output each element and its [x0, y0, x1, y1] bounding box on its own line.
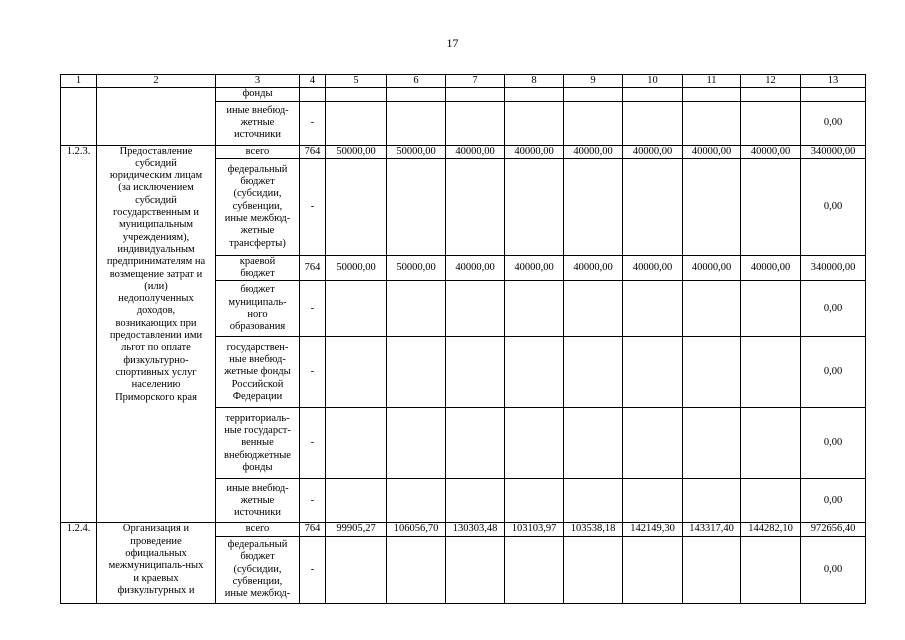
- value-cell: [387, 536, 446, 603]
- value-cell: [623, 281, 683, 337]
- value-cell: [505, 479, 564, 523]
- header-cell: 7: [446, 75, 505, 88]
- value-cell: 40000,00: [741, 145, 801, 158]
- cell-line: венные: [241, 437, 274, 449]
- value-cell: [564, 337, 623, 408]
- cell-line: субсидий: [135, 157, 177, 169]
- header-cell: 9: [564, 75, 623, 88]
- value-cell: [446, 479, 505, 523]
- cell-line: (субсидии,: [233, 563, 282, 575]
- table-row: [61, 88, 866, 101]
- cell-line: территориаль-: [225, 412, 290, 424]
- cell-line: фонды: [242, 461, 273, 473]
- cell-line: (за исключением: [118, 182, 194, 194]
- header-cell: 13: [801, 75, 866, 88]
- value-cell: [387, 337, 446, 408]
- value-cell: [505, 101, 564, 145]
- source-cell: [216, 281, 300, 337]
- cell-line: населению: [131, 379, 181, 391]
- value-cell: [446, 101, 505, 145]
- code-cell: -: [300, 337, 326, 408]
- item-name-cell: [97, 523, 216, 603]
- cell-line: и краевых: [133, 572, 179, 584]
- cell-line: государствен-: [226, 341, 289, 353]
- value-cell: [623, 101, 683, 145]
- value-cell: [623, 158, 683, 255]
- cell-line: Предоставление: [119, 145, 193, 157]
- value-cell: [683, 88, 741, 101]
- value-cell: [683, 536, 741, 603]
- cell-line: Российской: [231, 378, 284, 390]
- cell-line: Приморского края: [115, 391, 197, 403]
- value-cell: [683, 101, 741, 145]
- value-cell: 40000,00: [446, 255, 505, 281]
- value-cell: 103538,18: [564, 523, 623, 536]
- value-cell: [564, 479, 623, 523]
- cell-line: Федерации: [232, 390, 283, 402]
- value-cell: 40000,00: [505, 145, 564, 158]
- value-cell: [623, 88, 683, 101]
- value-cell: 50000,00: [387, 255, 446, 281]
- header-row: [61, 75, 866, 88]
- item-name-cell: [97, 88, 216, 145]
- value-cell: [683, 337, 741, 408]
- cell-line: жетные: [240, 494, 275, 506]
- code-cell: -: [300, 479, 326, 523]
- value-cell: [326, 536, 387, 603]
- header-cell: 2: [97, 75, 216, 88]
- value-cell: 40000,00: [683, 255, 741, 281]
- value-cell: [741, 408, 801, 479]
- code-cell: -: [300, 408, 326, 479]
- header-cell: 1: [61, 75, 97, 88]
- header-cell: 11: [683, 75, 741, 88]
- value-cell: [505, 337, 564, 408]
- value-cell: 103103,97: [505, 523, 564, 536]
- source-cell: [216, 408, 300, 479]
- cell-line: субвенции,: [232, 200, 283, 212]
- cell-line: источники: [234, 507, 281, 519]
- code-cell: -: [300, 536, 326, 603]
- value-cell: [741, 88, 801, 101]
- cell-line: федеральный: [227, 163, 288, 175]
- header-cell: 12: [741, 75, 801, 88]
- value-cell: [741, 536, 801, 603]
- cell-line: ные государст-: [224, 425, 291, 437]
- total-cell: 0,00: [801, 337, 866, 408]
- code-cell: 764: [300, 145, 326, 158]
- value-cell: [387, 101, 446, 145]
- cell-line: официальных: [125, 548, 187, 560]
- cell-line: иные межбюд-: [224, 213, 291, 225]
- value-cell: [446, 408, 505, 479]
- header-cell: 10: [623, 75, 683, 88]
- cell-line: муниципальным: [118, 219, 194, 231]
- header-cell: 3: [216, 75, 300, 88]
- cell-line: субвенции,: [232, 575, 283, 587]
- code-cell: 764: [300, 255, 326, 281]
- value-cell: 142149,30: [623, 523, 683, 536]
- value-cell: 143317,40: [683, 523, 741, 536]
- value-cell: 40000,00: [505, 255, 564, 281]
- cell-line: физкультурных и: [117, 584, 195, 596]
- value-cell: [446, 281, 505, 337]
- value-cell: [741, 281, 801, 337]
- cell-line: иные внебюд-: [226, 482, 289, 494]
- cell-line: внебюджетные: [224, 449, 291, 461]
- page-number: 17: [446, 36, 459, 50]
- total-cell: 0,00: [801, 408, 866, 479]
- value-cell: 40000,00: [564, 255, 623, 281]
- cell-line: образования: [229, 321, 286, 333]
- value-cell: [564, 281, 623, 337]
- value-cell: [564, 101, 623, 145]
- cell-line: предпринимателям на: [106, 256, 206, 268]
- value-cell: [446, 536, 505, 603]
- value-cell: [326, 101, 387, 145]
- cell-line: субсидий: [135, 194, 177, 206]
- value-cell: 50000,00: [387, 145, 446, 158]
- cell-line: проведение: [130, 535, 182, 547]
- value-cell: [741, 479, 801, 523]
- total-cell: 0,00: [801, 281, 866, 337]
- value-cell: 40000,00: [683, 145, 741, 158]
- value-cell: [387, 158, 446, 255]
- value-cell: 40000,00: [564, 145, 623, 158]
- value-cell: [446, 337, 505, 408]
- source-cell: фонды: [216, 88, 300, 101]
- value-cell: [741, 158, 801, 255]
- value-cell: [505, 536, 564, 603]
- value-cell: [741, 337, 801, 408]
- cell-line: иные внебюд-: [226, 104, 289, 116]
- value-cell: [564, 536, 623, 603]
- cell-line: бюджет: [240, 268, 275, 280]
- value-cell: [326, 88, 387, 101]
- value-cell: 50000,00: [326, 145, 387, 158]
- cell-line: предоставлении ими: [109, 330, 203, 342]
- item-number-cell: [61, 88, 97, 145]
- header-cell: 4: [300, 75, 326, 88]
- header-cell: 5: [326, 75, 387, 88]
- value-cell: [326, 281, 387, 337]
- value-cell: [683, 158, 741, 255]
- value-cell: [623, 479, 683, 523]
- cell-line: льгот по оплате: [121, 342, 191, 354]
- value-cell: 40000,00: [623, 255, 683, 281]
- value-cell: 144282,10: [741, 523, 801, 536]
- value-cell: [623, 536, 683, 603]
- source-cell: [216, 536, 300, 603]
- value-cell: [326, 158, 387, 255]
- source-cell: [216, 255, 300, 281]
- cell-line: жетные: [240, 116, 275, 128]
- code-cell: -: [300, 101, 326, 145]
- item-name-cell: [97, 145, 216, 523]
- cell-line: бюджет: [240, 284, 275, 296]
- value-cell: 40000,00: [623, 145, 683, 158]
- cell-line: Организация и: [122, 523, 190, 535]
- cell-line: учреждениям),: [122, 231, 190, 243]
- value-cell: 40000,00: [741, 255, 801, 281]
- budget-table: [60, 74, 866, 604]
- total-cell: 0,00: [801, 101, 866, 145]
- value-cell: [564, 158, 623, 255]
- cell-line: доходов,: [136, 305, 176, 317]
- value-cell: 40000,00: [446, 145, 505, 158]
- cell-line: иные межбюд-: [224, 588, 291, 600]
- total-cell: 0,00: [801, 479, 866, 523]
- cell-line: возмещение затрат и: [109, 268, 203, 280]
- value-cell: 99905,27: [326, 523, 387, 536]
- value-cell: 130303,48: [446, 523, 505, 536]
- total-cell: 0,00: [801, 536, 866, 603]
- value-cell: [505, 408, 564, 479]
- value-cell: [801, 88, 866, 101]
- cell-line: недополученных: [118, 293, 194, 305]
- cell-line: муниципаль-: [228, 296, 287, 308]
- value-cell: [741, 101, 801, 145]
- value-cell: [387, 408, 446, 479]
- cell-line: бюджет: [240, 176, 275, 188]
- value-cell: [326, 408, 387, 479]
- cell-line: (субсидии,: [233, 188, 282, 200]
- cell-line: ного: [247, 308, 268, 320]
- source-cell: [216, 337, 300, 408]
- cell-line: государственным и: [113, 207, 199, 219]
- cell-line: источники: [234, 129, 281, 141]
- cell-line: всего: [245, 145, 270, 157]
- cell-line: бюджет: [240, 551, 275, 563]
- cell-line: (или): [144, 280, 168, 292]
- header-cell: 6: [387, 75, 446, 88]
- cell-line: межмуниципаль-ных: [108, 560, 204, 572]
- value-cell: [564, 408, 623, 479]
- total-cell: 972656,40: [801, 523, 866, 536]
- value-cell: [446, 158, 505, 255]
- item-number-cell: 1.2.3.: [61, 145, 97, 523]
- cell-line: юридическим лицам: [109, 170, 203, 182]
- value-cell: [623, 337, 683, 408]
- cell-line: спортивных услуг: [115, 366, 197, 378]
- source-cell: [216, 479, 300, 523]
- cell-line: ные внебюд-: [229, 354, 286, 366]
- value-cell: [564, 88, 623, 101]
- table-row: [61, 145, 866, 158]
- value-cell: [683, 408, 741, 479]
- cell-line: жетные: [240, 225, 275, 237]
- value-cell: [683, 281, 741, 337]
- value-cell: [505, 281, 564, 337]
- cell-line: физкультурно-: [123, 354, 189, 366]
- value-cell: [326, 337, 387, 408]
- cell-line: индивидуальным: [117, 243, 195, 255]
- value-cell: [505, 88, 564, 101]
- item-number-cell: 1.2.4.: [61, 523, 97, 603]
- cell-line: жетные фонды: [224, 366, 291, 378]
- total-cell: 0,00: [801, 158, 866, 255]
- value-cell: [683, 479, 741, 523]
- value-cell: 106056,70: [387, 523, 446, 536]
- cell-line: всего: [245, 523, 270, 535]
- value-cell: [300, 88, 326, 101]
- source-cell: [216, 158, 300, 255]
- cell-line: краевой: [239, 255, 276, 267]
- header-cell: 8: [505, 75, 564, 88]
- value-cell: [387, 88, 446, 101]
- total-cell: 340000,00: [801, 145, 866, 158]
- value-cell: [326, 479, 387, 523]
- code-cell: -: [300, 158, 326, 255]
- value-cell: 50000,00: [326, 255, 387, 281]
- source-cell: [216, 145, 300, 158]
- cell-line: возникающих при: [115, 317, 197, 329]
- table-row: [61, 523, 866, 536]
- value-cell: [446, 88, 505, 101]
- value-cell: [387, 281, 446, 337]
- code-cell: 764: [300, 523, 326, 536]
- value-cell: [623, 408, 683, 479]
- total-cell: 340000,00: [801, 255, 866, 281]
- source-cell: [216, 523, 300, 536]
- source-cell: [216, 101, 300, 145]
- code-cell: -: [300, 281, 326, 337]
- value-cell: [505, 158, 564, 255]
- cell-line: федеральный: [227, 539, 288, 551]
- cell-line: трансферты): [229, 237, 286, 249]
- value-cell: [387, 479, 446, 523]
